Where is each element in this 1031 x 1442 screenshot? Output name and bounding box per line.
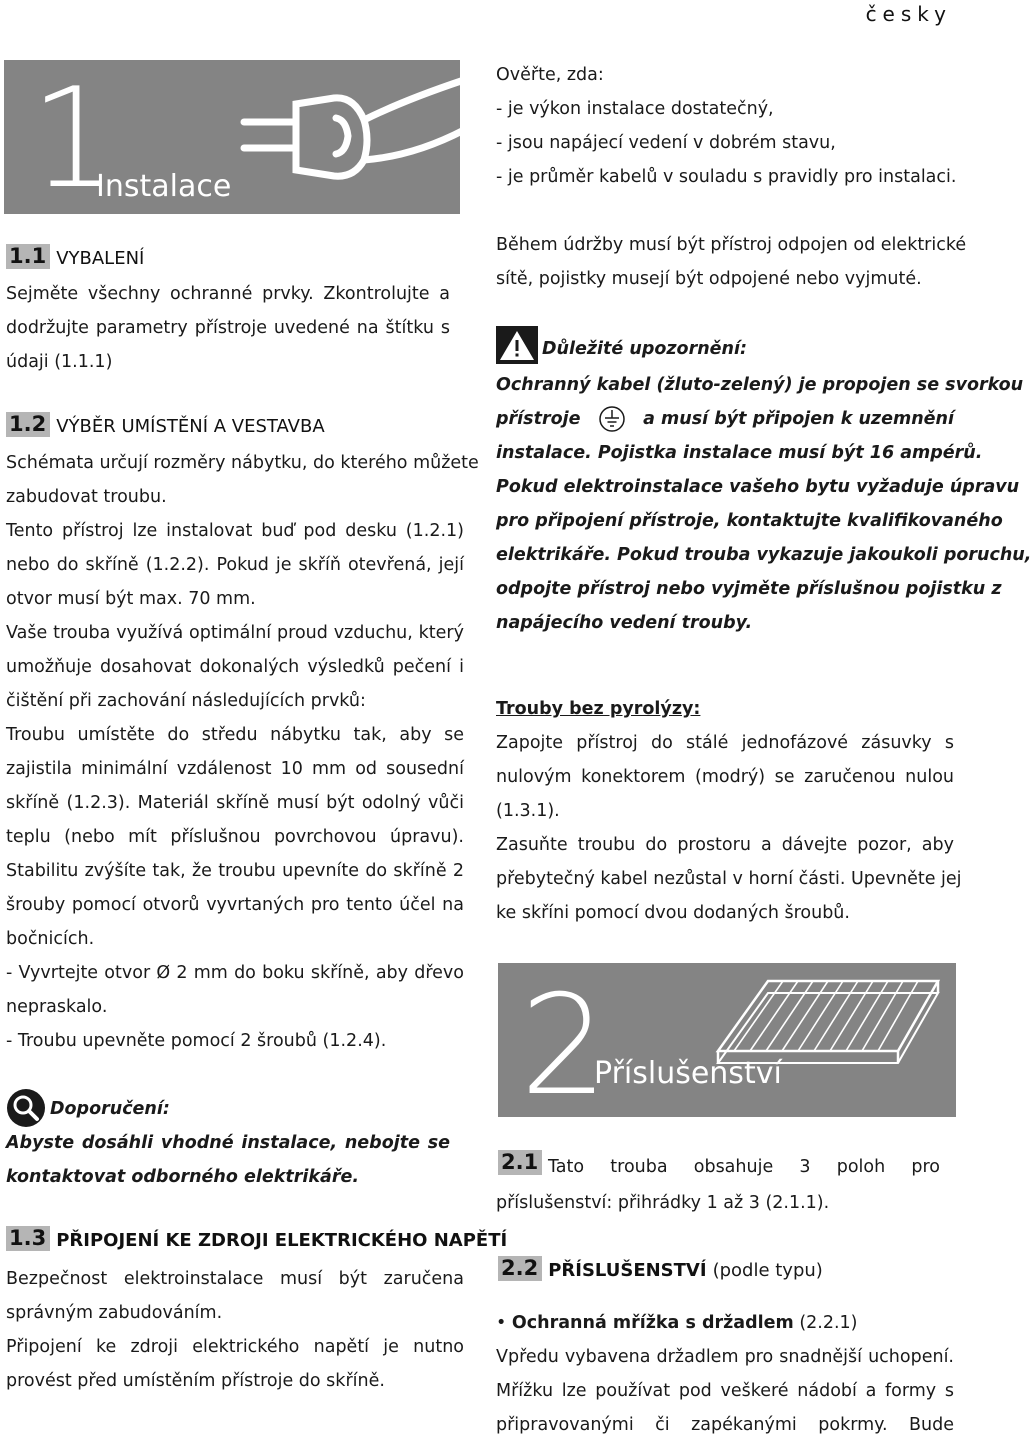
text-line: - je výkon instalace dostatečný, [496,99,774,119]
text-line: Trouby bez pyrolýzy: [496,699,701,719]
paragraph-placement [6,446,479,1058]
text-line: otvor musí být max. 70 mm. [6,589,256,609]
text-line: umožňuje dosahovat dokonalých výsledků pečení i [6,657,464,677]
heading-title: VYBALENÍ [56,248,145,270]
text-line: dodržujte parametry přístroje uvedené na štítku s [6,318,450,338]
heading-title: PŘÍSLUŠENSTVÍ [548,1260,707,1282]
text-line: Vpředu vybavena držadlem pro snadnější uchopení. [496,1347,954,1367]
magnifier-icon [6,1088,46,1128]
text-line: nulovým konektorem (modrý) se zaručenou nulou [496,767,954,787]
bullet-item [496,1306,954,1340]
heading-1-3 [6,1226,507,1251]
paragraph-unpacking [6,277,450,379]
text-line: Důležité upozornění: [542,339,747,359]
ground-terminal-icon [598,405,626,433]
text-line: - Vyvrtejte otvor Ø 2 mm do boku skříně, aby dřevo [6,963,464,983]
recommendation-text [6,1126,450,1194]
text-fragment: přístroje [496,409,581,429]
paragraph-2-1-line2 [496,1186,954,1220]
text-line: údaji (1.1.1) [6,352,113,372]
paragraph-check [496,58,956,194]
warning-label [542,332,842,366]
heading-number: 1.2 [6,412,50,437]
text-line: Doporučení: [50,1099,170,1119]
paragraph-2-2 [496,1340,954,1442]
text-line: ke skříni pomocí dvou dodaných šroubů. [496,903,850,923]
text-line: připravovanými či zapékanými pokrmy. Bude [496,1415,954,1435]
text-line: Sejměte všechny ochranné prvky. Zkontrolujte a [6,284,450,304]
text-line: Troubu umístěte do středu nábytku tak, aby se [6,725,464,745]
power-plug-icon [204,60,464,214]
text-line: Pokud elektroinstalace vašeho bytu vyžaduje úpravu [496,477,1020,497]
language-label: česky [865,2,952,26]
text-line: odpojte přístroj nebo vyjměte příslušnou pojistku z [496,579,1002,599]
text-line: čištění při zachování následujících prvků: [6,691,366,711]
text-line: skříně (1.2.3). Materiál skříně musí být odolný vůči [6,793,464,813]
section-number: 2 [520,965,608,1126]
paragraph-nonpyro [496,726,962,930]
warning-icon [496,326,538,364]
text-line: Ověřte, zda: [496,65,604,85]
text-line: Tento přístroj lze instalovat buď pod desku (1.2.1) [6,521,464,541]
heading-1-1 [6,244,144,269]
text-line: napájecího vedení trouby. [496,613,753,633]
text-line: - je průměr kabelů v souladu s pravidly pro instalaci. [496,167,957,187]
text-line: nepraskalo. [6,997,108,1017]
text-line: Stabilitu zvýšíte tak, že troubu upevníte do skříně 2 [6,861,464,881]
text-line: pro připojení přístroje, kontaktujte kvalifikovaného [496,511,1003,531]
text-line: Ochranný kabel (žluto-zelený) je propojen se svorkou [496,375,1024,395]
text-line: Vaše trouba využívá optimální proud vzduchu, který [6,623,464,643]
heading-1-2 [6,412,325,437]
warning-text [496,368,1031,640]
text-line: teplu (nebo mít příslušnou povrchovou úpravu). [6,827,464,847]
text-line: přebytečný kabel nezůstal v horní části. Upevněte jej [496,869,962,889]
bullet-ref: (2.2.1) [799,1313,858,1333]
heading-2-2 [498,1256,823,1281]
text-line: instalace. Pojistka instalace musí být 16 ampérů. [496,443,983,463]
text-line: Tato trouba obsahuje 3 poloh pro [548,1157,940,1177]
text-fragment: a musí být připojen k uzemnění [643,409,954,429]
text-line: sítě, pojistky musejí být odpojené nebo vyjmuté. [496,269,922,289]
heading-number: 1.1 [6,244,50,269]
heading-2-1 [498,1150,542,1175]
text-line: zabudovat troubu. [6,487,167,507]
text-line: zajistila minimální vzdálenost 10 mm od sousední [6,759,464,779]
text-line: provést před umístěním přístroje do skříně. [6,1371,385,1391]
text-line: správným zabudováním. [6,1303,223,1323]
text-line: Během údržby musí být přístroj odpojen od elektrické [496,235,967,255]
paragraph-maintenance [496,228,967,296]
section-number: 1 [30,58,118,219]
nonpyro-title [496,692,796,726]
section-title: Příslušenství [594,1056,782,1091]
text-line: Schémata určují rozměry nábytku, do kterého můžete [6,453,479,473]
text-line: kontaktovat odborného elektrikáře. [6,1167,359,1187]
text-line: (1.3.1). [496,801,560,821]
text-line: • Ochranná mřížka s držadlem (2.2.1) [496,1313,858,1333]
text-line: Zapojte přístroj do stálé jednofázové zásuvky s [496,733,954,753]
text-line: elektrikáře. Pokud trouba vykazuje jakoukoli poruchu, [496,545,1031,565]
text-line: nebo do skříně (1.2.2). Pokud je skříň otevřená, její [6,555,464,575]
section-1-banner [4,58,460,219]
heading-number: 2.1 [498,1150,542,1175]
heading-title: PŘIPOJENÍ KE ZDROJI ELEKTRICKÉHO NAPĚTÍ [56,1230,508,1252]
text-line: příslušenství: přihrádky 1 až 3 (2.1.1). [496,1193,830,1213]
text-line: šrouby pomocí otvorů vyvrtaných pro tento účel na [6,895,464,915]
bullet-label: Ochranná mřížka s držadlem [511,1313,794,1333]
paragraph-connection [6,1262,464,1398]
heading-number: 1.3 [6,1226,50,1251]
heading-number: 2.2 [498,1256,542,1281]
text-line: - jsou napájecí vedení v dobrém stavu, [496,133,836,153]
paragraph-2-1-line1 [548,1150,940,1184]
text-line: Mřížku lze používat pod veškeré nádobí a formy s [496,1381,954,1401]
text-line: Abyste dosáhli vhodné instalace, nebojte se [6,1133,450,1153]
heading-title: VÝBĚR UMÍSTĚNÍ A VESTAVBA [56,416,325,438]
text-line: Připojení ke zdroji elektrického napětí je nutno [6,1337,464,1357]
text-line: bočnicích. [6,929,95,949]
text-line: - Troubu upevněte pomocí 2 šroubů (1.2.4). [6,1031,387,1051]
section-title: Instalace [96,169,232,204]
text-line: Zasuňte troubu do prostoru a dávejte pozor, aby [496,835,954,855]
text-line [496,402,954,436]
text-line: Bezpečnost elektroinstalace musí být zaručena [6,1269,464,1289]
recommendation-label [50,1092,350,1126]
heading-extra: (podle typu) [712,1260,823,1282]
section-2-banner [498,963,956,1126]
